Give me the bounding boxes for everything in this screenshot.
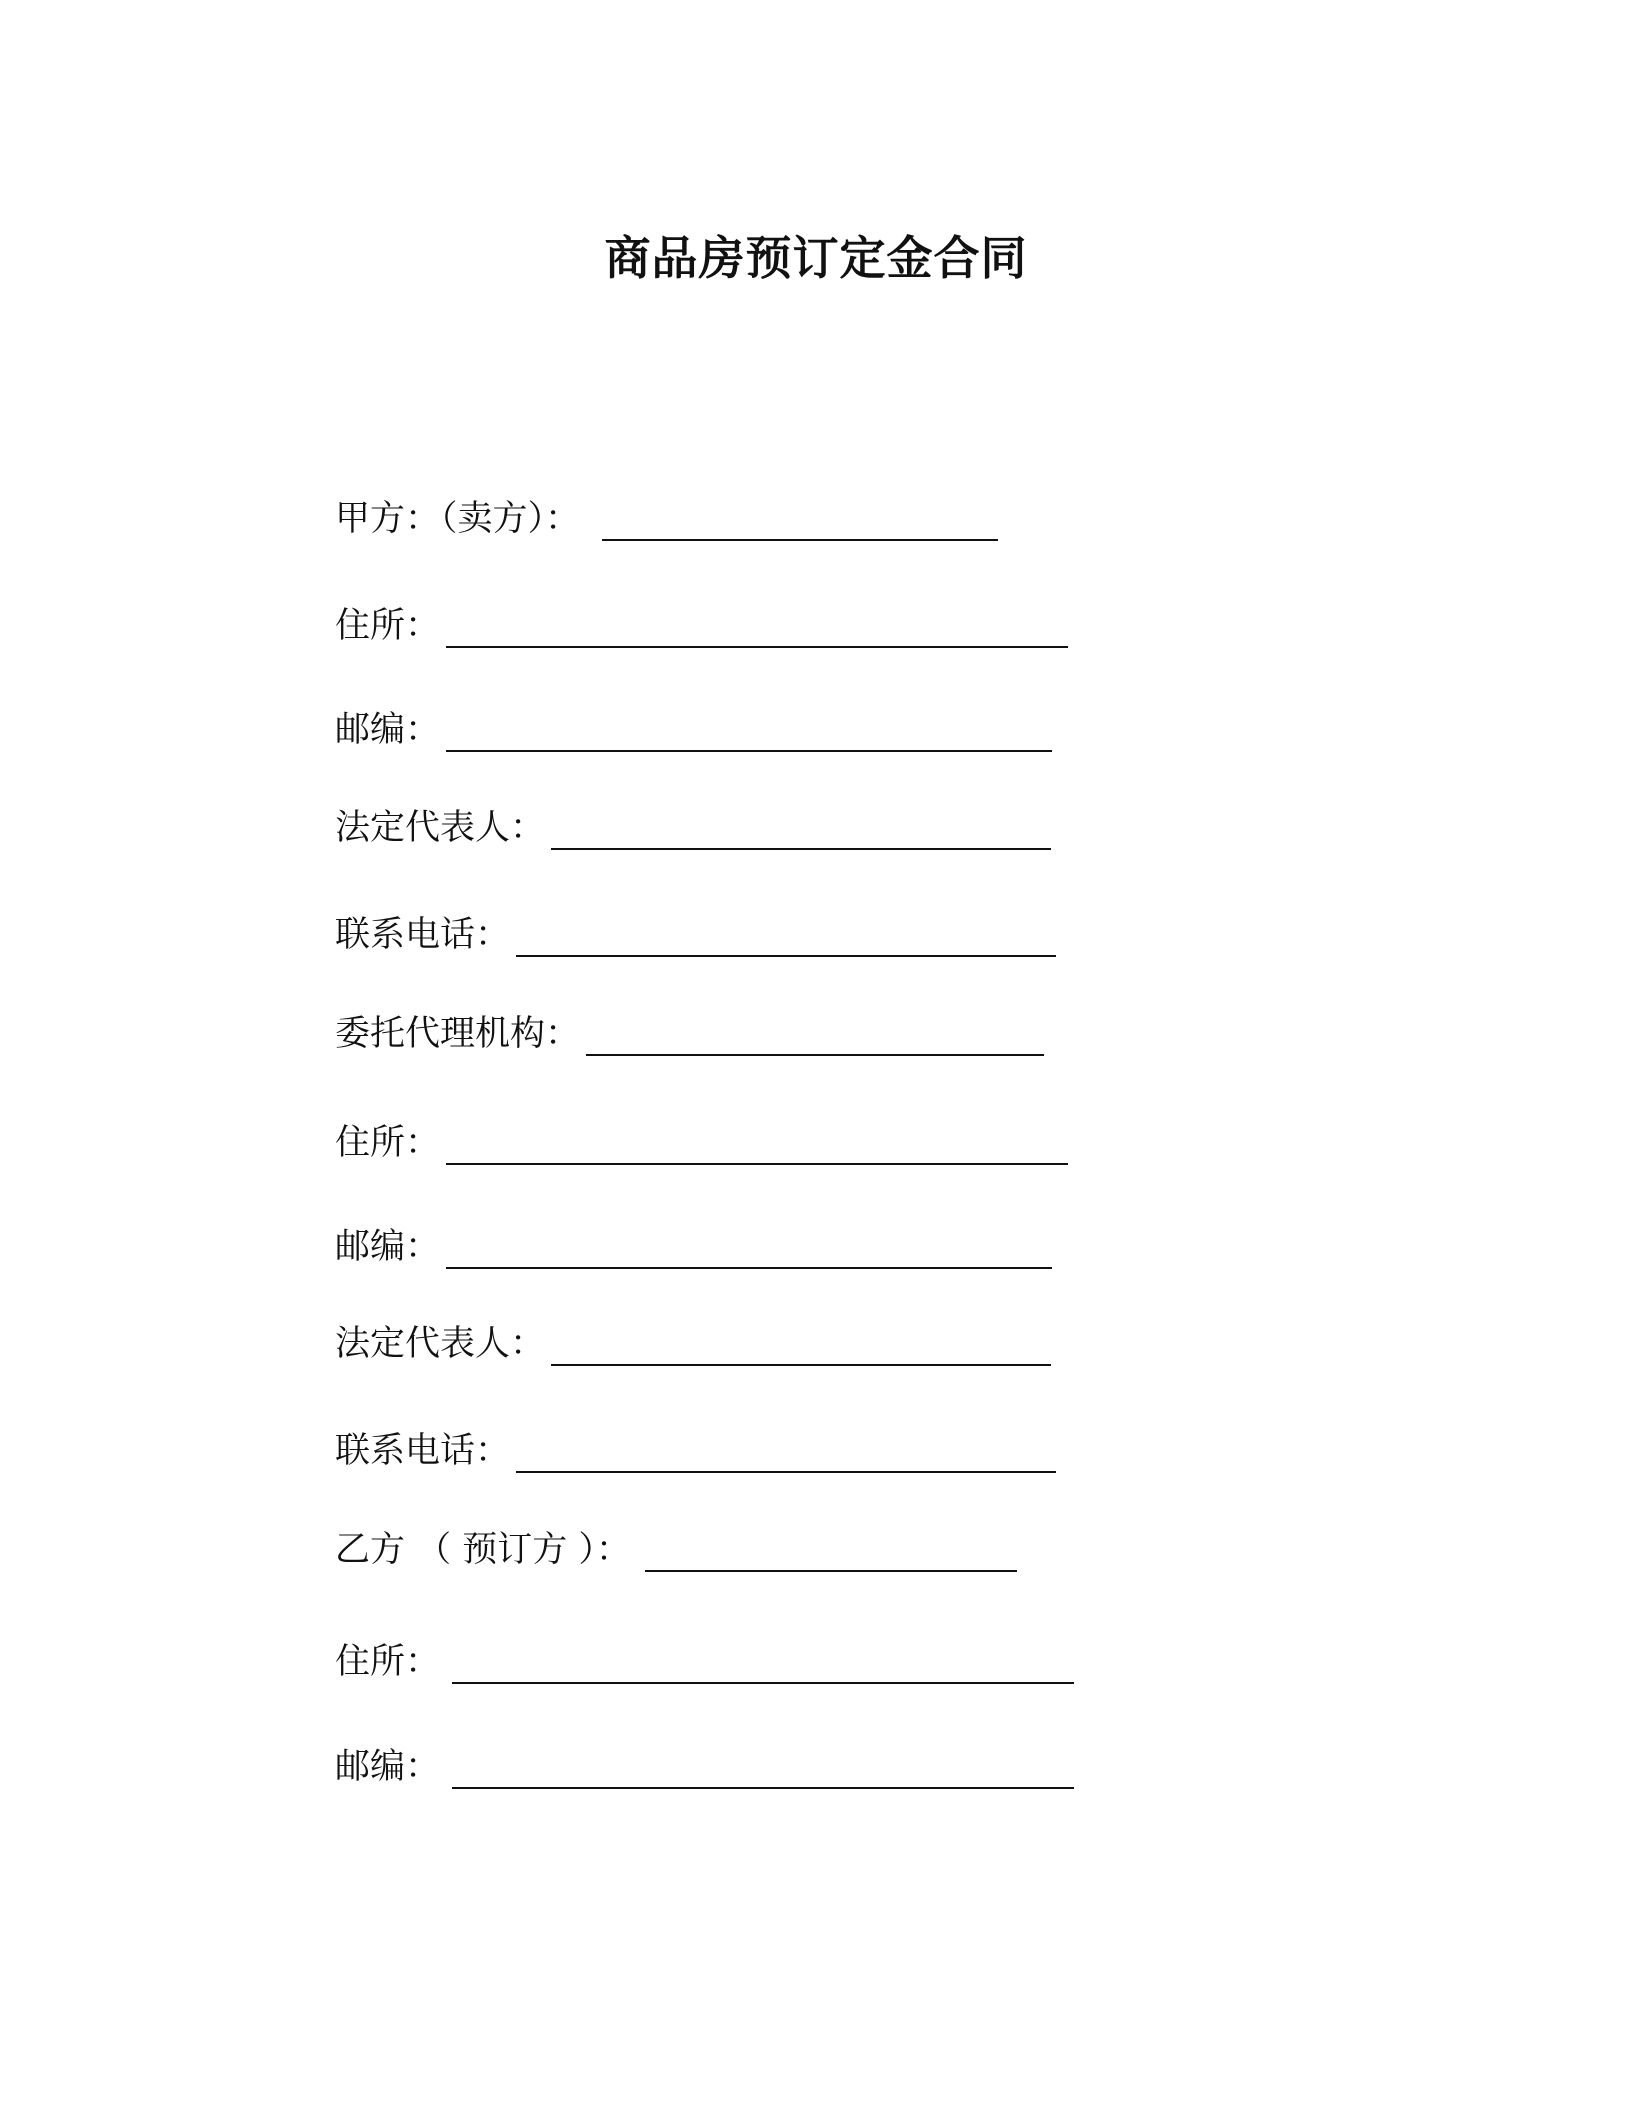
agency-postcode-field [335,1225,1052,1269]
blank-line[interactable] [446,714,1052,752]
blank-line[interactable] [586,1018,1044,1056]
field-label: 住所： [335,1123,441,1163]
field-label: 联系电话： [335,1431,511,1471]
blank-line[interactable] [452,1751,1074,1789]
seller-phone-field [335,913,1056,957]
blank-line[interactable] [446,1231,1052,1269]
field-label: 邮编： [335,710,441,750]
seller-postcode-field [335,708,1052,752]
field-label: 乙方 （ 预订方 ）： [335,1530,631,1570]
field-label: 甲方：（卖方）： [335,499,581,539]
blank-line[interactable] [551,1328,1051,1366]
document-title: 商品房预订定金合同 [604,231,1028,285]
field-label: 委托代理机构： [335,1014,581,1054]
buyer-address-field [335,1640,1074,1684]
agency-legal-rep-field [335,1322,1051,1366]
agency-phone-field [335,1429,1056,1473]
seller-address-field [335,604,1068,648]
blank-line[interactable] [645,1534,1017,1572]
seller-legal-rep-field [335,806,1051,850]
buyer-postcode-field [335,1745,1074,1789]
buyer-name-field [335,1528,1017,1572]
blank-line[interactable] [516,919,1056,957]
agency-address-field [335,1121,1068,1165]
field-label: 邮编： [335,1227,441,1267]
blank-line[interactable] [452,1646,1074,1684]
blank-line[interactable] [602,503,998,541]
field-label: 邮编： [335,1747,441,1787]
blank-line[interactable] [551,812,1051,850]
blank-line[interactable] [446,1127,1068,1165]
field-label: 联系电话： [335,915,511,955]
seller-name-field [335,497,998,541]
agency-name-field [335,1012,1044,1056]
blank-line[interactable] [446,610,1068,648]
field-label: 住所： [335,1642,441,1682]
blank-line[interactable] [516,1435,1056,1473]
field-label: 法定代表人： [335,808,546,848]
field-label: 住所： [335,606,441,646]
field-label: 法定代表人： [335,1324,546,1364]
